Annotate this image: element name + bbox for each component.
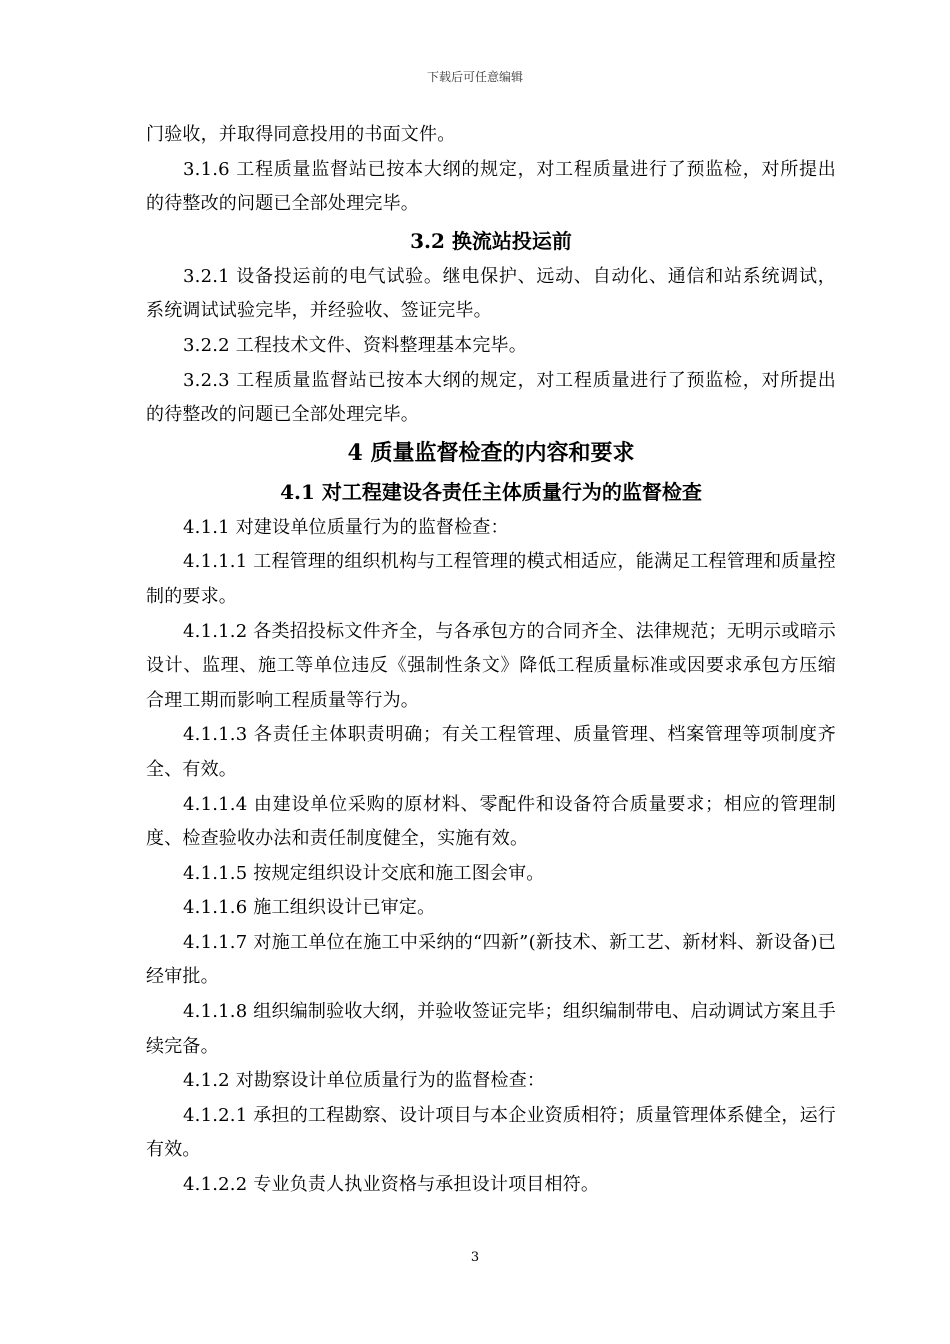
paragraph: 4.1.1.4 由建设单位采购的原材料、零配件和设备符合质量要求；相应的管理制度、检查验收办法和责任制度健全，实施有效。 <box>146 793 836 850</box>
page-number: 3 <box>470 1250 480 1265</box>
paragraph: 4.1.1.2 各类招投标文件齐全，与各承包方的合同齐全、法律规范；无明示或暗示设计、监理、施工等单位违反《强制性条文》降低工程质量标准或因要求承包方压缩合理工期而影响工程质量等行为。 <box>146 620 836 711</box>
paragraph: 4.1.1.5 按规定组织设计交底和施工图会审。 <box>183 862 545 884</box>
page-header: 下载后可任意编辑 <box>426 70 523 84</box>
paragraph: 4.1.1.1 工程管理的组织机构与工程管理的模式相适应，能满足工程管理和质量控制的要求。 <box>146 551 836 607</box>
paragraph: 4.1.1.8 组织编制验收大纲，并验收签证完毕；组织编制带电、启动调试方案且手续完备。 <box>146 1001 836 1057</box>
paragraph: 4.1.2.2 专业负责人执业资格与承担设计项目相符。 <box>183 1174 600 1196</box>
paragraph: 3.2.3 工程质量监督站已按本大纲的规定，对工程质量进行了预监检，对所提出的待整改的问题已全部处理完毕。 <box>146 369 836 426</box>
paragraph: 3.2.1 设备投运前的电气试验。继电保护、远动、自动化、通信和站系统调试，系统调试试验完毕，并经验收、签证完毕。 <box>146 265 836 322</box>
document-body <box>146 118 836 1203</box>
paragraph: 4.1.2.1 承担的工程勘察、设计项目与本企业资质相符；质量管理体系健全，运行有效。 <box>146 1104 836 1161</box>
paragraph: 4.1.1 对建设单位质量行为的监督检查： <box>183 516 509 538</box>
paragraph: 3.1.6 工程质量监督站已按本大纲的规定，对工程质量进行了预监检，对所提出的待整改的问题已全部处理完毕。 <box>146 158 836 215</box>
paragraph: 4.1.2 对勘察设计单位质量行为的监督检查： <box>183 1070 546 1092</box>
paragraph: 门验收，并取得同意投用的书面文件。 <box>146 124 456 145</box>
paragraph: 4.1.1.6 施工组织设计已审定。 <box>183 897 436 919</box>
paragraph: 4.1.1.3 各责任主体职责明确；有关工程管理、质量管理、档案管理等项制度齐全、有效。 <box>146 724 836 780</box>
section-heading: 3.2 换流站投运前 <box>410 228 572 253</box>
chapter-heading: 4 质量监督检查的内容和要求 <box>347 439 635 466</box>
paragraph: 4.1.1.7 对施工单位在施工中采纳的“四新”(新技术、新工艺、新材料、新设备)已经审批。 <box>146 931 836 988</box>
section-heading: 4.1 对工程建设各责任主体质量行为的监督检查 <box>280 479 702 504</box>
paragraph: 3.2.2 工程技术文件、资料整理基本完毕。 <box>183 334 527 356</box>
